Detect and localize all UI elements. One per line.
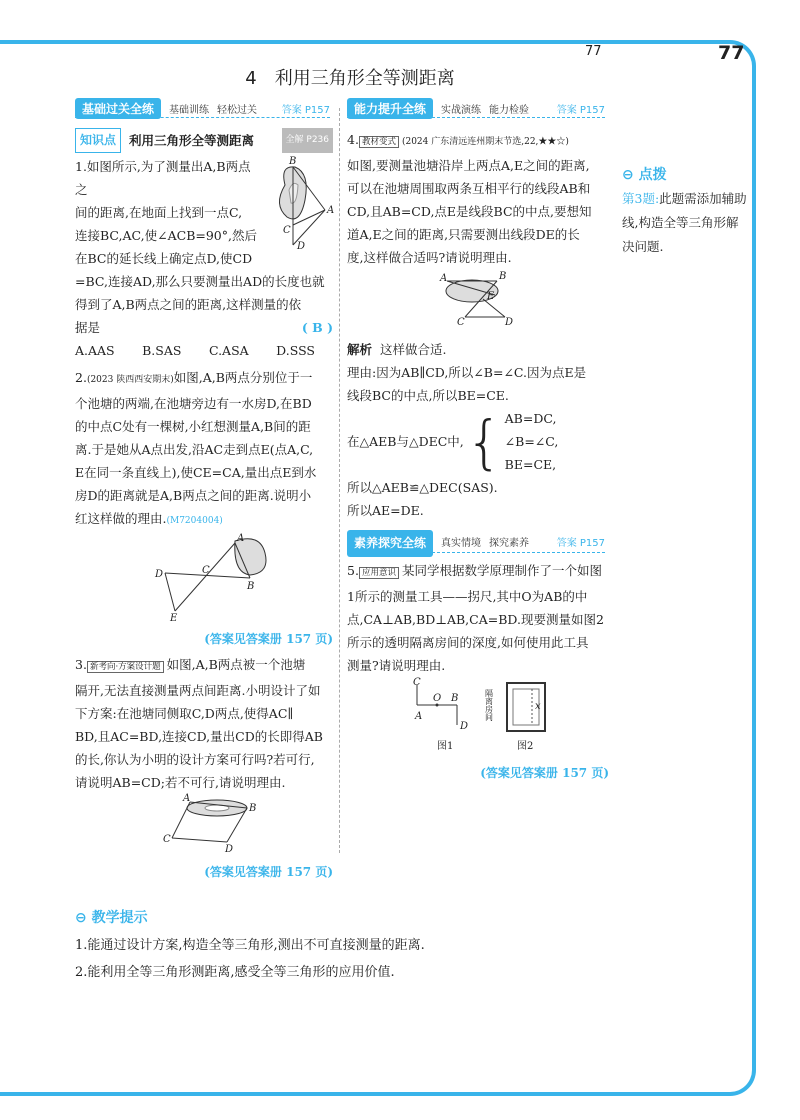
q-line: 度,这样做合适吗?请说明理由.: [347, 250, 512, 265]
proof-item: ∠B=∠C,: [504, 434, 559, 449]
page-number-small: 77: [585, 44, 602, 59]
answer-ref[interactable]: (答案见答案册 157 页): [204, 632, 333, 646]
q-number: 2.: [75, 370, 87, 385]
figure-q3: [75, 794, 325, 854]
point-label: B: [451, 693, 459, 704]
q-line: E在同一条直线上),使CE=CA,量出点E到水: [75, 465, 317, 480]
point-label: B: [499, 271, 507, 282]
solution-line: 所以△AEB≌△DEC(SAS).: [347, 480, 498, 495]
q-number: 3.: [75, 657, 87, 672]
proof-item: BE=CE,: [504, 457, 557, 472]
answer-ref[interactable]: 答案 P157: [556, 537, 605, 549]
figure-q2: [75, 533, 325, 624]
q-line: 如图,要测量池塘沿岸上两点A,E之间的距离,: [347, 158, 590, 173]
section-title: 利用三角形全等测距离: [274, 68, 455, 89]
section-bar-inquiry: [347, 534, 605, 553]
section-bar-ability: [347, 99, 605, 118]
kp-ref[interactable]: 全解 P236: [282, 128, 333, 153]
q-line: 所示的透明隔离房间的深度,如何使用此工具: [347, 635, 589, 650]
section-tag: 素养探究全练: [347, 530, 433, 557]
q-line: 个池塘的两端,在池塘旁边有一水房D,在BD: [75, 396, 312, 411]
point-label: C: [163, 834, 171, 845]
q-line: CD,且AB=CD,点E是线段BC的中点,要想知: [347, 204, 592, 219]
brace-glyph: {: [465, 407, 503, 476]
figure-q5: [347, 677, 609, 755]
tip-item: 2.能利用全等三角形测距离,感受全等三角形的应用价值.: [75, 965, 395, 980]
point-label: B: [247, 581, 255, 592]
q-line: 离.于是她从A点出发,沿AC走到点E(点A,C,: [75, 442, 314, 457]
point-label: O: [433, 693, 442, 704]
pond-shape: [235, 539, 266, 575]
figure-q1: [265, 155, 333, 250]
side-note-title: ⊖ 点拨: [622, 167, 667, 183]
segment: [172, 838, 227, 842]
solution-line: 这样做合适.: [379, 342, 447, 357]
page-number: 77: [718, 42, 745, 64]
q-line: 某同学根据数学原理制作了一个如图: [401, 563, 602, 578]
q-line: 下方案:在池塘同侧取C,D两点,使得AC∥: [75, 706, 294, 721]
q-line: 1所示的测量工具——拐尺,其中O为AB的中: [347, 589, 588, 604]
option: A.AAS: [75, 343, 115, 358]
question-4: [347, 128, 609, 522]
q-tag: 应用意识: [359, 567, 399, 579]
column-divider: [339, 108, 340, 853]
q-line: =BC,连接AD,那么只要测量出AD的长度也就: [75, 274, 325, 289]
kp-tag: 知识点: [75, 128, 121, 153]
q-tag: 新考向·方案设计题: [87, 661, 164, 673]
point-label: D: [155, 569, 164, 580]
q-line: 的中点C处有一棵树,小红想测量A,B间的距: [75, 419, 311, 434]
q-line: 可以在池塘周围取两条互相平行的线段AB和: [347, 181, 591, 196]
solution-line: 所以AE=DE.: [347, 503, 424, 518]
point-label: C: [202, 565, 210, 576]
figure-caption: 图2: [517, 741, 534, 752]
section-tag: 能力提升全练: [347, 98, 433, 119]
q-line: 在BC的延长线上确定点D,使CD: [75, 251, 253, 266]
kp-title: 利用三角形全等测距离: [129, 133, 255, 148]
q-line: 测量?请说明理由.: [347, 658, 446, 673]
q-line: 隔开,无法直接测量两点间距离.小明设计了如: [75, 683, 321, 698]
knowledge-point: [75, 128, 333, 153]
teaching-tips-title: ⊖ 教学提示: [75, 910, 148, 926]
point-label: A: [415, 711, 423, 722]
point-label: D: [505, 317, 514, 328]
q-line: 据是: [75, 320, 101, 335]
solution-heading: 解析: [347, 342, 373, 357]
segment: [172, 802, 190, 838]
left-column: [75, 124, 333, 884]
point-label: C: [283, 225, 291, 236]
section-sub: 轻松过关: [217, 104, 258, 116]
figure-q4: [347, 269, 609, 327]
q-line: 1.如图所示,为了测量出A,B两点之: [75, 159, 251, 197]
side-q-ref: 第3题:: [622, 191, 660, 206]
section-number: 4: [245, 68, 257, 89]
section-sub: 真实情境: [441, 537, 482, 549]
point-label: A: [237, 533, 245, 544]
teaching-tips: [75, 905, 715, 986]
side-text: 此题需添加辅助线,构造全等三角形解决问题.: [622, 191, 747, 254]
solution-line: 线段BC的中点,所以BE=CE.: [347, 388, 509, 403]
q-source: (2024 广东清远连州期末节选,22,★★☆): [401, 137, 569, 147]
q-line: BD,且AC=BD,连接CD,量出CD的长即得AB: [75, 729, 323, 744]
point-label: D: [225, 844, 234, 855]
question-3: [75, 653, 333, 884]
q-number: 4.: [347, 132, 359, 147]
answer-ref[interactable]: 答案 P157: [556, 104, 605, 116]
answer-ref[interactable]: (答案见答案册 157 页): [480, 766, 609, 780]
page-title: [0, 64, 700, 90]
point-label: C: [457, 317, 465, 328]
section-tag: 基础过关全练: [75, 98, 161, 119]
q-line: 如图,A,B两点被一个池塘: [166, 657, 306, 672]
proof-system: [347, 407, 609, 476]
option: B.SAS: [142, 343, 182, 358]
point-label: A: [183, 793, 191, 804]
tip-item: 1.能通过设计方案,构造全等三角形,测出不可直接测量的距离.: [75, 938, 425, 953]
option: C.ASA: [208, 343, 249, 358]
point-label: B: [289, 156, 297, 167]
q-line: 得到了A,B两点之间的距离,这样测量的依: [75, 297, 302, 312]
point-label: C: [413, 677, 421, 688]
q-line: 的长,你认为小明的设计方案可行吗?若可行,: [75, 752, 315, 767]
side-title-text: 点拨: [638, 167, 667, 183]
point-label: A: [327, 205, 335, 216]
option: D.SSS: [276, 343, 315, 358]
proof-item: AB=DC,: [504, 411, 557, 426]
solution-line: 理由:因为AB∥CD,所以∠B=∠C.因为点E是: [347, 365, 587, 380]
question-1: [75, 155, 333, 362]
figure-caption: 图1: [437, 741, 454, 752]
section-bar-basic: [75, 99, 330, 118]
answer-ref[interactable]: 答案 P157: [281, 104, 330, 116]
segment: [165, 573, 175, 611]
right-column: [347, 128, 609, 785]
question-5: [347, 559, 609, 785]
room-label: 隔离房间: [484, 689, 494, 721]
q-source: (2023 陕西西安期末): [86, 375, 174, 385]
point-label: A: [440, 273, 448, 284]
answer-ref[interactable]: (答案见答案册 157 页): [204, 865, 333, 879]
answer-choice: ( B ): [301, 320, 333, 335]
q-line: 道A,E之间的距离,只需要测出线段DE的长: [347, 227, 580, 242]
solution-line: 在△AEB与△DEC中,: [347, 434, 464, 449]
q-code[interactable]: (M7204004): [166, 516, 223, 526]
section-sub: 能力检验: [489, 104, 530, 116]
options: [75, 339, 315, 362]
q-line: 如图,A,B两点分别位于一: [173, 370, 313, 385]
q-line: 连接BC,AC,使∠ACB=90°,然后: [75, 228, 257, 243]
q-line: 房D的距离就是A,B两点之间的距离.说明小: [75, 488, 312, 503]
q-line: 点,CA⊥AB,BD⊥AB,CA=BD.现要测量如图2: [347, 612, 604, 627]
point-label: E: [170, 613, 178, 624]
q-line: 请说明AB=CD;若不可行,请说明理由.: [75, 775, 286, 790]
teach-title-text: 教学提示: [91, 910, 148, 926]
section-sub: 探究素养: [489, 537, 530, 549]
variable-label: x: [535, 701, 541, 712]
question-2: [75, 366, 333, 651]
point-label: B: [249, 803, 257, 814]
point-label: E: [487, 291, 495, 302]
q-tag: 教材变式: [359, 136, 399, 148]
point-label: D: [297, 241, 306, 252]
q-number: 5.: [347, 563, 359, 578]
section-sub: 实战演练: [441, 104, 482, 116]
point-label: D: [460, 721, 469, 732]
q-line: 间的距离,在地面上找到一点C,: [75, 205, 243, 220]
q-line: 红这样做的理由.: [75, 511, 167, 526]
section-sub: 基础训练: [169, 104, 210, 116]
side-note: [622, 163, 747, 259]
